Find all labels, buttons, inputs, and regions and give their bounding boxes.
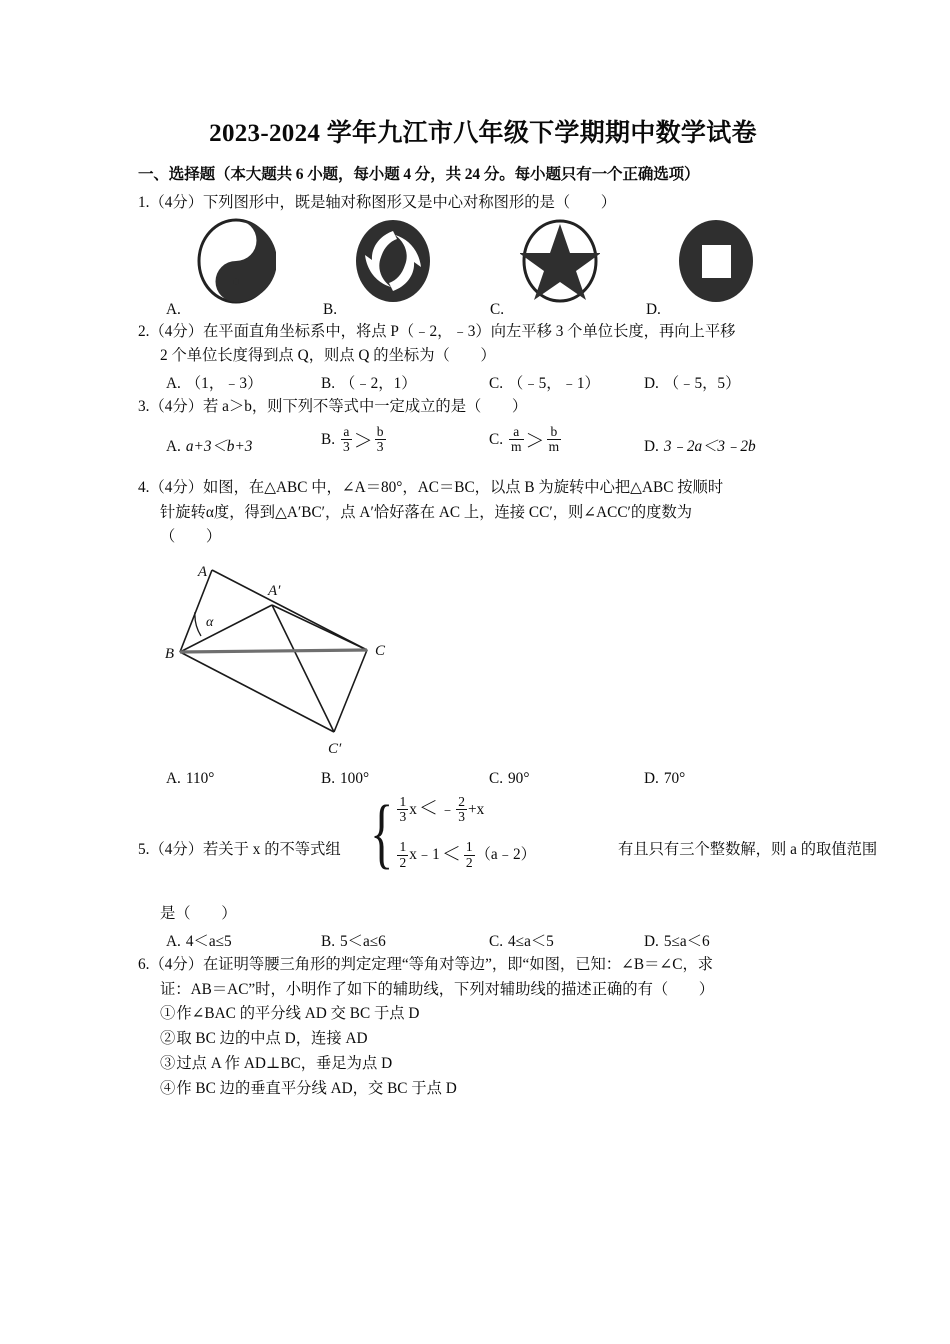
option-label: B. <box>321 375 336 393</box>
option-label: D. <box>644 770 659 788</box>
option-text: 4≤a＜5 <box>508 932 554 950</box>
less-than-sign: ＜ <box>441 843 461 865</box>
item-number: ① <box>160 1005 176 1023</box>
question-5-stem-post: 有且只有三个整数解，则 a 的取值范围 <box>618 841 878 859</box>
question-4-stem-line-3: （ ） <box>160 528 222 546</box>
question-5-option-b[interactable] <box>321 929 386 951</box>
option-label-a: A. <box>166 301 181 319</box>
option-label: A. <box>166 375 181 393</box>
question-2-option-a[interactable] <box>166 371 262 393</box>
less-than-sign: ＜ <box>418 798 438 820</box>
fraction-b-over-3: $\frac{b}{3}$ <box>376 423 384 454</box>
question-4-option-d[interactable] <box>644 770 685 788</box>
vertex-label-C: C <box>375 643 386 660</box>
minus-sign: ﹣ <box>439 801 456 819</box>
option-label: A. <box>166 932 181 950</box>
item-text: 作∠BAC 的平分线 AD 交 BC 于点 D <box>176 1005 420 1023</box>
option-text: （﹣5，5） <box>663 375 741 393</box>
angle-label-alpha: α <box>206 615 214 631</box>
option-label: B. <box>321 431 336 448</box>
option-text: 4＜a≤5 <box>185 932 232 950</box>
option-label: A. <box>166 437 181 455</box>
item-number: ② <box>160 1030 176 1048</box>
question-3-options <box>138 423 828 472</box>
inequality-row-2 <box>396 841 535 870</box>
fraction-a-over-3: $\frac{a}{3}$ <box>343 423 350 454</box>
question-2-stem-line-2: 2 个单位长度得到点 Q，则点 Q 的坐标为（ ） <box>160 347 496 365</box>
question-2-option-c[interactable] <box>489 371 600 393</box>
question-2-option-d[interactable] <box>644 371 740 393</box>
question-6-item-2[interactable] <box>138 1027 828 1052</box>
question-5-inequality-system <box>363 789 536 877</box>
option-label-c: C. <box>490 301 505 319</box>
vertex-label-C-prime: C′ <box>328 741 342 758</box>
vertex-label-B: B <box>164 646 174 663</box>
option-text: 110° <box>185 770 215 788</box>
item-text: 作 BC 边的垂直平分线 AD，交 BC 于点 D <box>176 1079 457 1097</box>
question-4-stem-line-2: 针旋转α度，得到△A′BC′，点 A′恰好落在 AC 上，连接 CC′，则∠ACC′的度数为 <box>160 503 693 521</box>
page-content <box>138 118 878 1103</box>
question-3-stem: 3.（4分）若 a＞b，则下列不等式中一定成立的是（ ） <box>138 398 528 416</box>
question-2-options <box>138 371 828 395</box>
fraction-one-half-right: $\frac{1}{2}$ <box>465 839 473 870</box>
item-text: 过点 A 作 AD⊥BC，垂足为点 D <box>176 1054 393 1072</box>
question-4-stem-line-1: 4.（4分）如图，在△ABC 中，∠A＝80°，AC＝BC，以点 B 为旋转中心把△ABC 按顺时 <box>138 478 724 496</box>
fraction-a-over-m: $\frac{a}{m}$ <box>511 423 522 454</box>
question-4-option-c[interactable] <box>489 770 529 788</box>
question-4-options <box>138 770 828 794</box>
option-text: 5≤a＜6 <box>663 932 710 950</box>
question-5-option-a[interactable] <box>166 929 232 951</box>
greater-than-sign: ＞ <box>353 430 373 452</box>
section-heading-multiple-choice: 一、选择题（本大题共 6 小题，每小题 4 分，共 24 分。每小题只有一个正确选项） <box>138 165 700 183</box>
question-5 <box>138 789 878 902</box>
question-3-option-a[interactable] <box>166 434 252 456</box>
option-text: 70° <box>663 770 686 788</box>
option-text: 90° <box>508 770 530 788</box>
option-text: （﹣2，1） <box>340 375 417 393</box>
option-text: 5＜a≤6 <box>340 932 386 950</box>
question-5-stem-line-3: 是（ ） <box>160 905 237 923</box>
option-label: C. <box>489 375 504 393</box>
question-3-option-b[interactable] <box>321 423 387 455</box>
item-number: ④ <box>160 1079 176 1097</box>
option-label: C. <box>489 770 504 788</box>
question-4-option-a[interactable] <box>166 770 214 788</box>
question-5-stem-pre: 5.（4分）若关于 x 的不等式组 <box>138 841 341 859</box>
question-5-option-c[interactable] <box>489 929 554 951</box>
rotated-triangle-diagram <box>160 554 420 764</box>
question-6 <box>138 953 828 1102</box>
system-rows <box>394 796 535 871</box>
question-6-item-1[interactable] <box>138 1002 828 1027</box>
question-6-item-3[interactable] <box>138 1052 828 1077</box>
question-4 <box>138 476 828 550</box>
question-1-figure-row <box>138 222 828 318</box>
question-5-option-d[interactable] <box>644 929 710 951</box>
option-label: B. <box>321 932 336 950</box>
option-label: C. <box>489 431 504 448</box>
option-label-b: B. <box>323 301 338 319</box>
question-5-options <box>138 929 828 953</box>
option-label: D. <box>644 375 659 393</box>
question-1-stem: 1.（4分）下列图形中，既是轴对称图形又是中心对称图形的是（ ） <box>138 193 617 211</box>
question-2-option-b[interactable] <box>321 371 417 393</box>
option-label: B. <box>321 770 336 788</box>
variable-x: x <box>409 801 417 819</box>
option-text: 100° <box>340 770 370 788</box>
option-text: （﹣5，﹣1） <box>508 375 600 393</box>
greater-than-sign: ＞ <box>525 430 545 452</box>
inequality-row-1 <box>396 796 535 825</box>
star-in-circle-icon <box>520 217 600 310</box>
rhs-tail: （a﹣2） <box>475 846 536 864</box>
question-6-stem-line-2: 证：AB＝AC”时，小明作了如下的辅助线，下列对辅助线的描述正确的有（ ） <box>160 980 715 998</box>
question-3-option-c[interactable] <box>489 423 562 455</box>
option-label: D. <box>644 932 659 950</box>
question-3-option-d[interactable] <box>644 434 756 456</box>
option-label: D. <box>644 437 659 455</box>
question-6-item-4[interactable] <box>138 1077 828 1102</box>
yin-yang-icon <box>196 217 276 310</box>
left-brace: { <box>370 789 394 877</box>
option-text: （1，﹣3） <box>185 375 263 393</box>
question-2-stem-line-1: 2.（4分）在平面直角坐标系中，将点 P（﹣2，﹣3）向左平移 3 个单位长度，再向上平移 <box>138 322 736 340</box>
lhs-tail: x﹣1 <box>409 846 440 864</box>
question-5-stem-line-3-wrap <box>138 902 828 927</box>
question-3 <box>138 395 828 420</box>
item-number: ③ <box>160 1054 176 1072</box>
option-label: C. <box>489 932 504 950</box>
fraction-b-over-m: $\frac{b}{m}$ <box>548 423 560 454</box>
question-1 <box>138 191 828 216</box>
fraction-two-thirds: $\frac{2}{3}$ <box>458 794 465 825</box>
vertex-label-A-prime: A′ <box>268 583 281 600</box>
question-4-diagram-wrap <box>138 554 828 769</box>
vertex-label-A: A <box>197 564 207 581</box>
question-6-stem-line-1: 6.（4分）在证明等腰三角形的判定定理“等角对等边”，即“如图，已知：∠B＝∠C，求 <box>138 955 714 973</box>
square-in-disc-icon <box>676 217 756 310</box>
option-label-d: D. <box>646 301 661 319</box>
fraction-one-third: $\frac{1}{3}$ <box>399 794 407 825</box>
rhs-tail: +x <box>467 801 485 819</box>
page-title: 2023-2024 学年九江市八年级下学期期中数学试卷 <box>209 120 757 147</box>
item-text: 取 BC 边的中点 D，连接 AD <box>176 1030 368 1048</box>
fraction-one-half-left: $\frac{1}{2}$ <box>399 839 407 870</box>
question-4-option-b[interactable] <box>321 770 369 788</box>
swirl-rotation-icon <box>353 217 433 310</box>
option-text: a+3＜b+3 <box>185 437 253 455</box>
option-text: 3﹣2a＜3﹣2b <box>663 437 756 455</box>
option-label: A. <box>166 770 181 788</box>
question-2 <box>138 320 828 370</box>
